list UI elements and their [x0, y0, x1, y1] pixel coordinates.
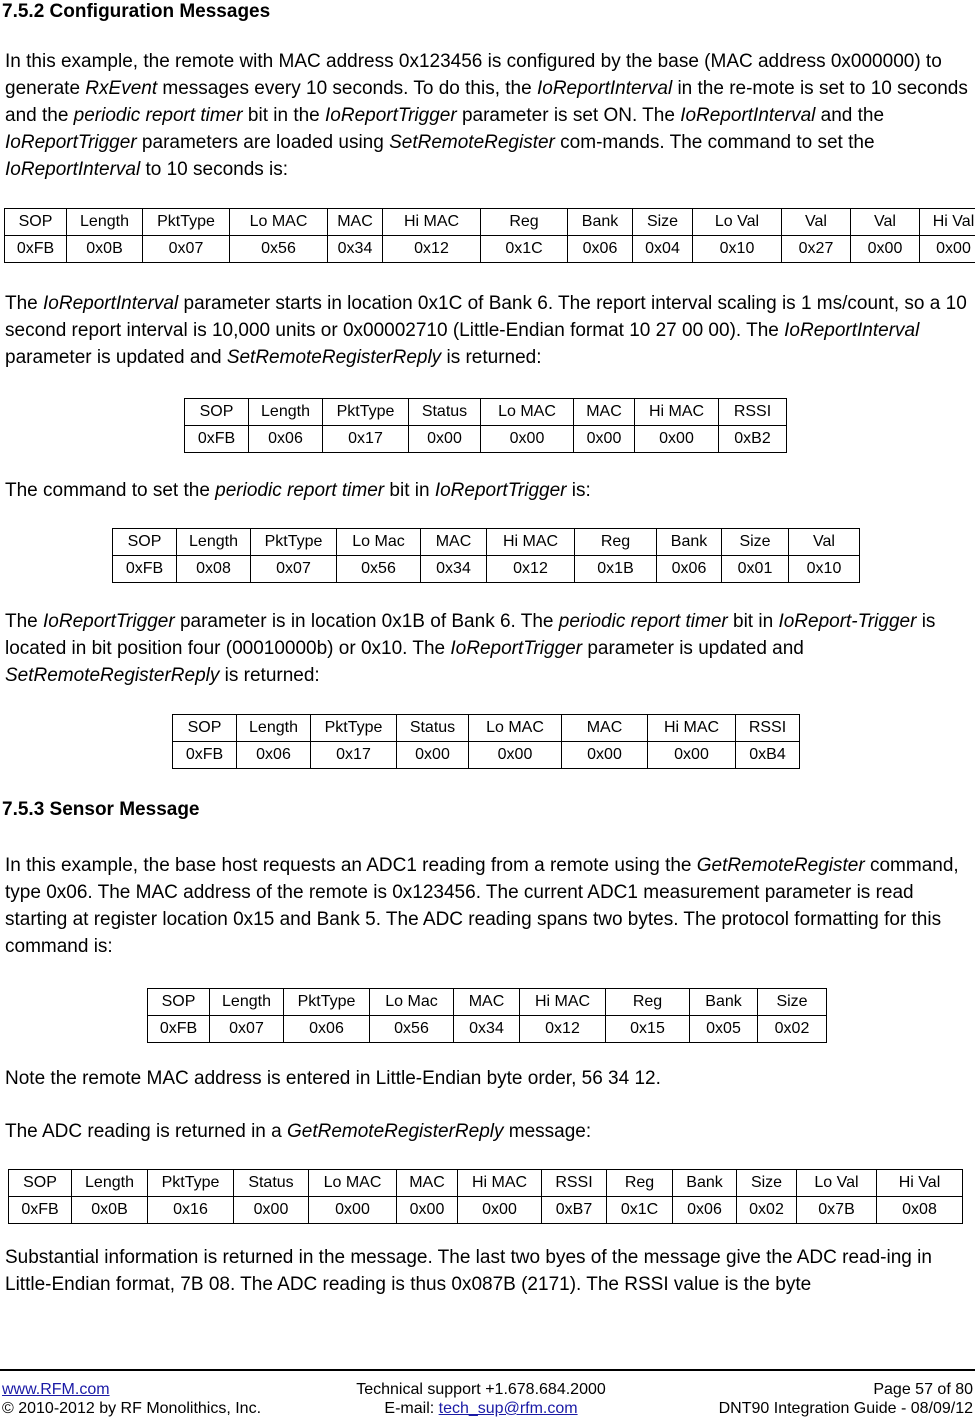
table-value-row	[148, 1016, 827, 1043]
text-run: is returned:	[441, 347, 541, 368]
table-header-cell: Status	[234, 1170, 309, 1197]
table-header-cell: Status	[397, 715, 469, 742]
table-value-cell: 0x34	[328, 236, 383, 263]
table-header-cell: SOP	[148, 989, 210, 1016]
paragraph	[5, 290, 970, 371]
text-run: parameter starts in location 0x1C of Bank 6. The report interval scaling is 1 ms/count, so a 10 second report interval is 10,000 units or 0x00002710 (Little-Endian format 10 27 00 00). The	[5, 293, 967, 341]
table-header-cell: Val	[789, 529, 860, 556]
table-value-cell: 0x16	[148, 1197, 234, 1224]
table-value-cell: 0x00	[458, 1197, 542, 1224]
table-value-cell: 0xB7	[542, 1197, 607, 1224]
table-header-row	[185, 399, 787, 426]
table-value-cell: 0x17	[311, 742, 397, 769]
table-value-cell: 0x02	[737, 1197, 797, 1224]
table-value-cell: 0x02	[758, 1016, 827, 1043]
table-value-cell: 0x56	[230, 236, 328, 263]
table-header-row	[9, 1170, 963, 1197]
table-header-cell: Hi MAC	[635, 399, 719, 426]
table-header-cell: SOP	[9, 1170, 72, 1197]
table-header-cell: SOP	[5, 209, 67, 236]
table-value-cell: 0x34	[421, 556, 487, 583]
text-run: The command to set the	[5, 480, 215, 501]
table-header-cell: Length	[210, 989, 284, 1016]
table-header-row	[5, 209, 975, 236]
packet-table	[8, 1169, 963, 1224]
table-header-row	[173, 715, 800, 742]
table-value-row	[185, 426, 787, 453]
table-header-cell: Lo MAC	[230, 209, 328, 236]
italic-term: IoReportTrigger	[325, 105, 457, 126]
table-value-cell: 0x10	[789, 556, 860, 583]
paragraph	[5, 852, 970, 960]
table-value-cell: 0x00	[397, 742, 469, 769]
packet-table	[147, 988, 827, 1043]
text-run: The	[5, 293, 43, 314]
table-value-cell: 0x1C	[607, 1197, 673, 1224]
text-run: to 10 seconds is:	[140, 159, 288, 180]
table-value-cell: 0x07	[210, 1016, 284, 1043]
text-run: bit in	[384, 480, 435, 501]
packet-table	[4, 208, 975, 263]
table-header-cell: Length	[237, 715, 311, 742]
email-label: E-mail:	[384, 1400, 434, 1417]
table-value-cell: 0x08	[177, 556, 251, 583]
guide-title: DNT90 Integration Guide - 08/09/12	[719, 1399, 973, 1419]
text-run: parameter is in location 0x1B of Bank 6. The	[175, 611, 559, 632]
table-header-cell: PktType	[323, 399, 409, 426]
text-run: bit in the	[243, 105, 325, 126]
table-header-cell: Length	[72, 1170, 148, 1197]
table-value-cell: 0x00	[851, 236, 920, 263]
packet-table	[184, 398, 787, 453]
table-header-cell: Lo MAC	[309, 1170, 397, 1197]
italic-term: SetRemoteRegisterReply	[5, 665, 219, 686]
table-header-cell: Length	[67, 209, 143, 236]
table-value-cell: 0x07	[143, 236, 230, 263]
paragraph	[5, 1118, 970, 1145]
table-value-row	[9, 1197, 963, 1224]
paragraph	[5, 1244, 970, 1298]
text-run: The ADC reading is returned in a	[5, 1121, 287, 1142]
table-value-cell: 0xFB	[5, 236, 67, 263]
table-value-cell: 0x07	[251, 556, 337, 583]
paragraph	[5, 608, 970, 689]
italic-term: RxEvent	[85, 78, 157, 99]
italic-term: IoReportInterval	[5, 159, 140, 180]
table-value-cell: 0x1B	[575, 556, 657, 583]
table-value-cell: 0x06	[249, 426, 323, 453]
support-email-link[interactable]: tech_sup@rfm.com	[439, 1400, 578, 1417]
table-header-cell: Bank	[657, 529, 722, 556]
italic-term: IoReport-Trigger	[778, 611, 916, 632]
text-run: The	[5, 611, 43, 632]
table-value-cell: 0x7B	[797, 1197, 877, 1224]
table-value-cell: 0x12	[383, 236, 481, 263]
table-value-cell: 0x12	[487, 556, 575, 583]
italic-term: IoReportInterval	[680, 105, 815, 126]
table-value-cell: 0x17	[323, 426, 409, 453]
table-header-cell: Reg	[575, 529, 657, 556]
table-header-cell: Val	[851, 209, 920, 236]
table-header-cell: Hi Val	[920, 209, 975, 236]
table-header-cell: Hi MAC	[487, 529, 575, 556]
italic-term: SetRemoteRegisterReply	[227, 347, 441, 368]
table-value-cell: 0x06	[657, 556, 722, 583]
text-run: bit in	[728, 611, 779, 632]
paragraph	[5, 48, 970, 183]
table-value-cell: 0x00	[648, 742, 736, 769]
italic-term: IoReportTrigger	[450, 638, 582, 659]
italic-term: IoReportInterval	[784, 320, 919, 341]
support-email-line	[331, 1399, 631, 1419]
table-header-cell: MAC	[328, 209, 383, 236]
table-value-cell: 0x06	[673, 1197, 737, 1224]
table-header-cell: Size	[722, 529, 789, 556]
table-header-cell: Length	[177, 529, 251, 556]
italic-term: SetRemoteRegister	[389, 132, 555, 153]
table-value-cell: 0x08	[877, 1197, 963, 1224]
table-header-cell: SOP	[185, 399, 249, 426]
table-header-cell: Hi MAC	[383, 209, 481, 236]
table-header-cell: Hi MAC	[458, 1170, 542, 1197]
table-value-cell: 0xB4	[736, 742, 800, 769]
section-heading-752: 7.5.2 Configuration Messages	[2, 1, 270, 23]
table-header-cell: Lo Val	[693, 209, 782, 236]
italic-term: GetRemoteRegister	[697, 855, 865, 876]
table-value-cell: 0x06	[237, 742, 311, 769]
table-header-cell: Reg	[607, 1170, 673, 1197]
table-value-cell: 0xFB	[173, 742, 237, 769]
table-header-cell: SOP	[113, 529, 177, 556]
website-link[interactable]: www.RFM.com	[2, 1380, 110, 1400]
table-header-cell: Hi MAC	[520, 989, 606, 1016]
paragraph	[5, 477, 970, 504]
text-run: messages every 10 seconds. To do this, the	[157, 78, 537, 99]
page-number: Page 57 of 80	[873, 1380, 973, 1400]
text-run: In this example, the base host requests an ADC1 reading from a remote using the	[5, 855, 697, 876]
table-value-cell: 0x0B	[67, 236, 143, 263]
table-header-cell: Size	[633, 209, 693, 236]
table-value-cell: 0x00	[635, 426, 719, 453]
table-value-cell: 0x00	[409, 426, 481, 453]
table-value-cell: 0x0B	[72, 1197, 148, 1224]
table-header-cell: Lo MAC	[469, 715, 562, 742]
table-header-cell: Size	[737, 1170, 797, 1197]
table-header-cell: MAC	[421, 529, 487, 556]
table-header-cell: Bank	[568, 209, 633, 236]
table-value-cell: 0x10	[693, 236, 782, 263]
table-header-cell: Lo Mac	[370, 989, 454, 1016]
packet-table	[172, 714, 800, 769]
table-header-cell: RSSI	[736, 715, 800, 742]
table-value-cell: 0x1C	[481, 236, 568, 263]
text-run: Substantial information is returned in the message. The last two byes of the message give the ADC read-ing in Little-Endian format, 7B 08. The ADC reading is thus 0x087B (2171). The RSSI value is the byte	[5, 1247, 932, 1295]
table-value-cell: 0x27	[782, 236, 851, 263]
table-value-cell: 0x00	[397, 1197, 458, 1224]
table-header-cell: MAC	[562, 715, 648, 742]
table-header-cell: RSSI	[542, 1170, 607, 1197]
table-header-cell: MAC	[454, 989, 520, 1016]
table-value-cell: 0x12	[520, 1016, 606, 1043]
paragraph	[5, 1065, 970, 1092]
table-value-cell: 0x15	[606, 1016, 690, 1043]
text-run: in the re-mote is set to 10 seconds and the	[5, 78, 968, 126]
table-header-cell: Length	[249, 399, 323, 426]
table-value-cell: 0xFB	[148, 1016, 210, 1043]
table-header-cell: MAC	[574, 399, 635, 426]
text-run: message:	[503, 1121, 591, 1142]
table-value-cell: 0x00	[234, 1197, 309, 1224]
text-run: and the	[815, 105, 884, 126]
table-value-cell: 0xB2	[719, 426, 787, 453]
section-heading-753: 7.5.3 Sensor Message	[2, 799, 200, 821]
table-header-cell: Lo Val	[797, 1170, 877, 1197]
text-run: is located in bit position four (00010000b) or 0x10. The	[5, 611, 935, 659]
table-header-cell: SOP	[173, 715, 237, 742]
table-value-cell: 0xFB	[113, 556, 177, 583]
table-value-row	[113, 556, 860, 583]
table-header-cell: MAC	[397, 1170, 458, 1197]
table-value-cell: 0x00	[309, 1197, 397, 1224]
table-header-cell: PktType	[311, 715, 397, 742]
table-header-cell: PktType	[148, 1170, 234, 1197]
table-header-cell: Size	[758, 989, 827, 1016]
italic-term: IoReportTrigger	[5, 132, 137, 153]
table-header-cell: PktType	[284, 989, 370, 1016]
table-header-row	[113, 529, 860, 556]
table-value-cell: 0x56	[370, 1016, 454, 1043]
text-run: Note the remote MAC address is entered in Little-Endian byte order, 56 34 12.	[5, 1068, 661, 1089]
table-header-cell: PktType	[143, 209, 230, 236]
table-value-row	[5, 236, 975, 263]
text-run: command, type 0x06. The MAC address of the remote is 0x123456. The current ADC1 measurement parameter is read starting at register location 0x15 and Bank 5. The ADC reading spans two bytes. The protocol formatting for this command is:	[5, 855, 959, 957]
italic-term: IoReportTrigger	[43, 611, 175, 632]
table-header-row	[148, 989, 827, 1016]
footer-rule	[0, 1369, 975, 1371]
table-header-cell: Hi Val	[877, 1170, 963, 1197]
text-run: In this example, the remote with MAC address 0x123456 is configured by the base (MAC address 0x000000) to generate	[5, 51, 942, 99]
table-header-cell: Reg	[606, 989, 690, 1016]
text-run: is:	[566, 480, 590, 501]
italic-term: IoReportTrigger	[435, 480, 567, 501]
table-value-cell: 0xFB	[185, 426, 249, 453]
table-value-cell: 0x06	[284, 1016, 370, 1043]
table-value-cell: 0x34	[454, 1016, 520, 1043]
text-run: parameters are loaded using	[137, 132, 389, 153]
text-run: is returned:	[219, 665, 319, 686]
packet-table	[112, 528, 860, 583]
table-value-cell: 0x05	[690, 1016, 758, 1043]
copyright-text: © 2010-2012 by RF Monolithics, Inc.	[2, 1399, 261, 1419]
table-value-cell: 0x00	[920, 236, 975, 263]
table-header-cell: PktType	[251, 529, 337, 556]
italic-term: periodic report timer	[74, 105, 243, 126]
table-header-cell: Lo MAC	[481, 399, 574, 426]
table-value-cell: 0xFB	[9, 1197, 72, 1224]
table-value-row	[173, 742, 800, 769]
table-value-cell: 0x04	[633, 236, 693, 263]
italic-term: periodic report timer	[559, 611, 728, 632]
table-header-cell: Lo Mac	[337, 529, 421, 556]
table-value-cell: 0x00	[481, 426, 574, 453]
text-run: com-mands. The command to set the	[555, 132, 875, 153]
text-run: parameter is updated and	[5, 347, 227, 368]
italic-term: IoReportInterval	[537, 78, 672, 99]
table-header-cell: Bank	[673, 1170, 737, 1197]
support-phone: Technical support +1.678.684.2000	[331, 1380, 631, 1400]
table-value-cell: 0x06	[568, 236, 633, 263]
table-header-cell: Status	[409, 399, 481, 426]
table-header-cell: Val	[782, 209, 851, 236]
text-run: parameter is set ON. The	[457, 105, 681, 126]
table-value-cell: 0x56	[337, 556, 421, 583]
italic-term: IoReportInterval	[43, 293, 178, 314]
table-value-cell: 0x00	[562, 742, 648, 769]
table-value-cell: 0x00	[574, 426, 635, 453]
text-run: parameter is updated and	[582, 638, 804, 659]
table-header-cell: RSSI	[719, 399, 787, 426]
table-value-cell: 0x01	[722, 556, 789, 583]
table-header-cell: Reg	[481, 209, 568, 236]
table-header-cell: Hi MAC	[648, 715, 736, 742]
table-header-cell: Bank	[690, 989, 758, 1016]
italic-term: periodic report timer	[215, 480, 384, 501]
italic-term: GetRemoteRegisterReply	[287, 1121, 503, 1142]
table-value-cell: 0x00	[469, 742, 562, 769]
